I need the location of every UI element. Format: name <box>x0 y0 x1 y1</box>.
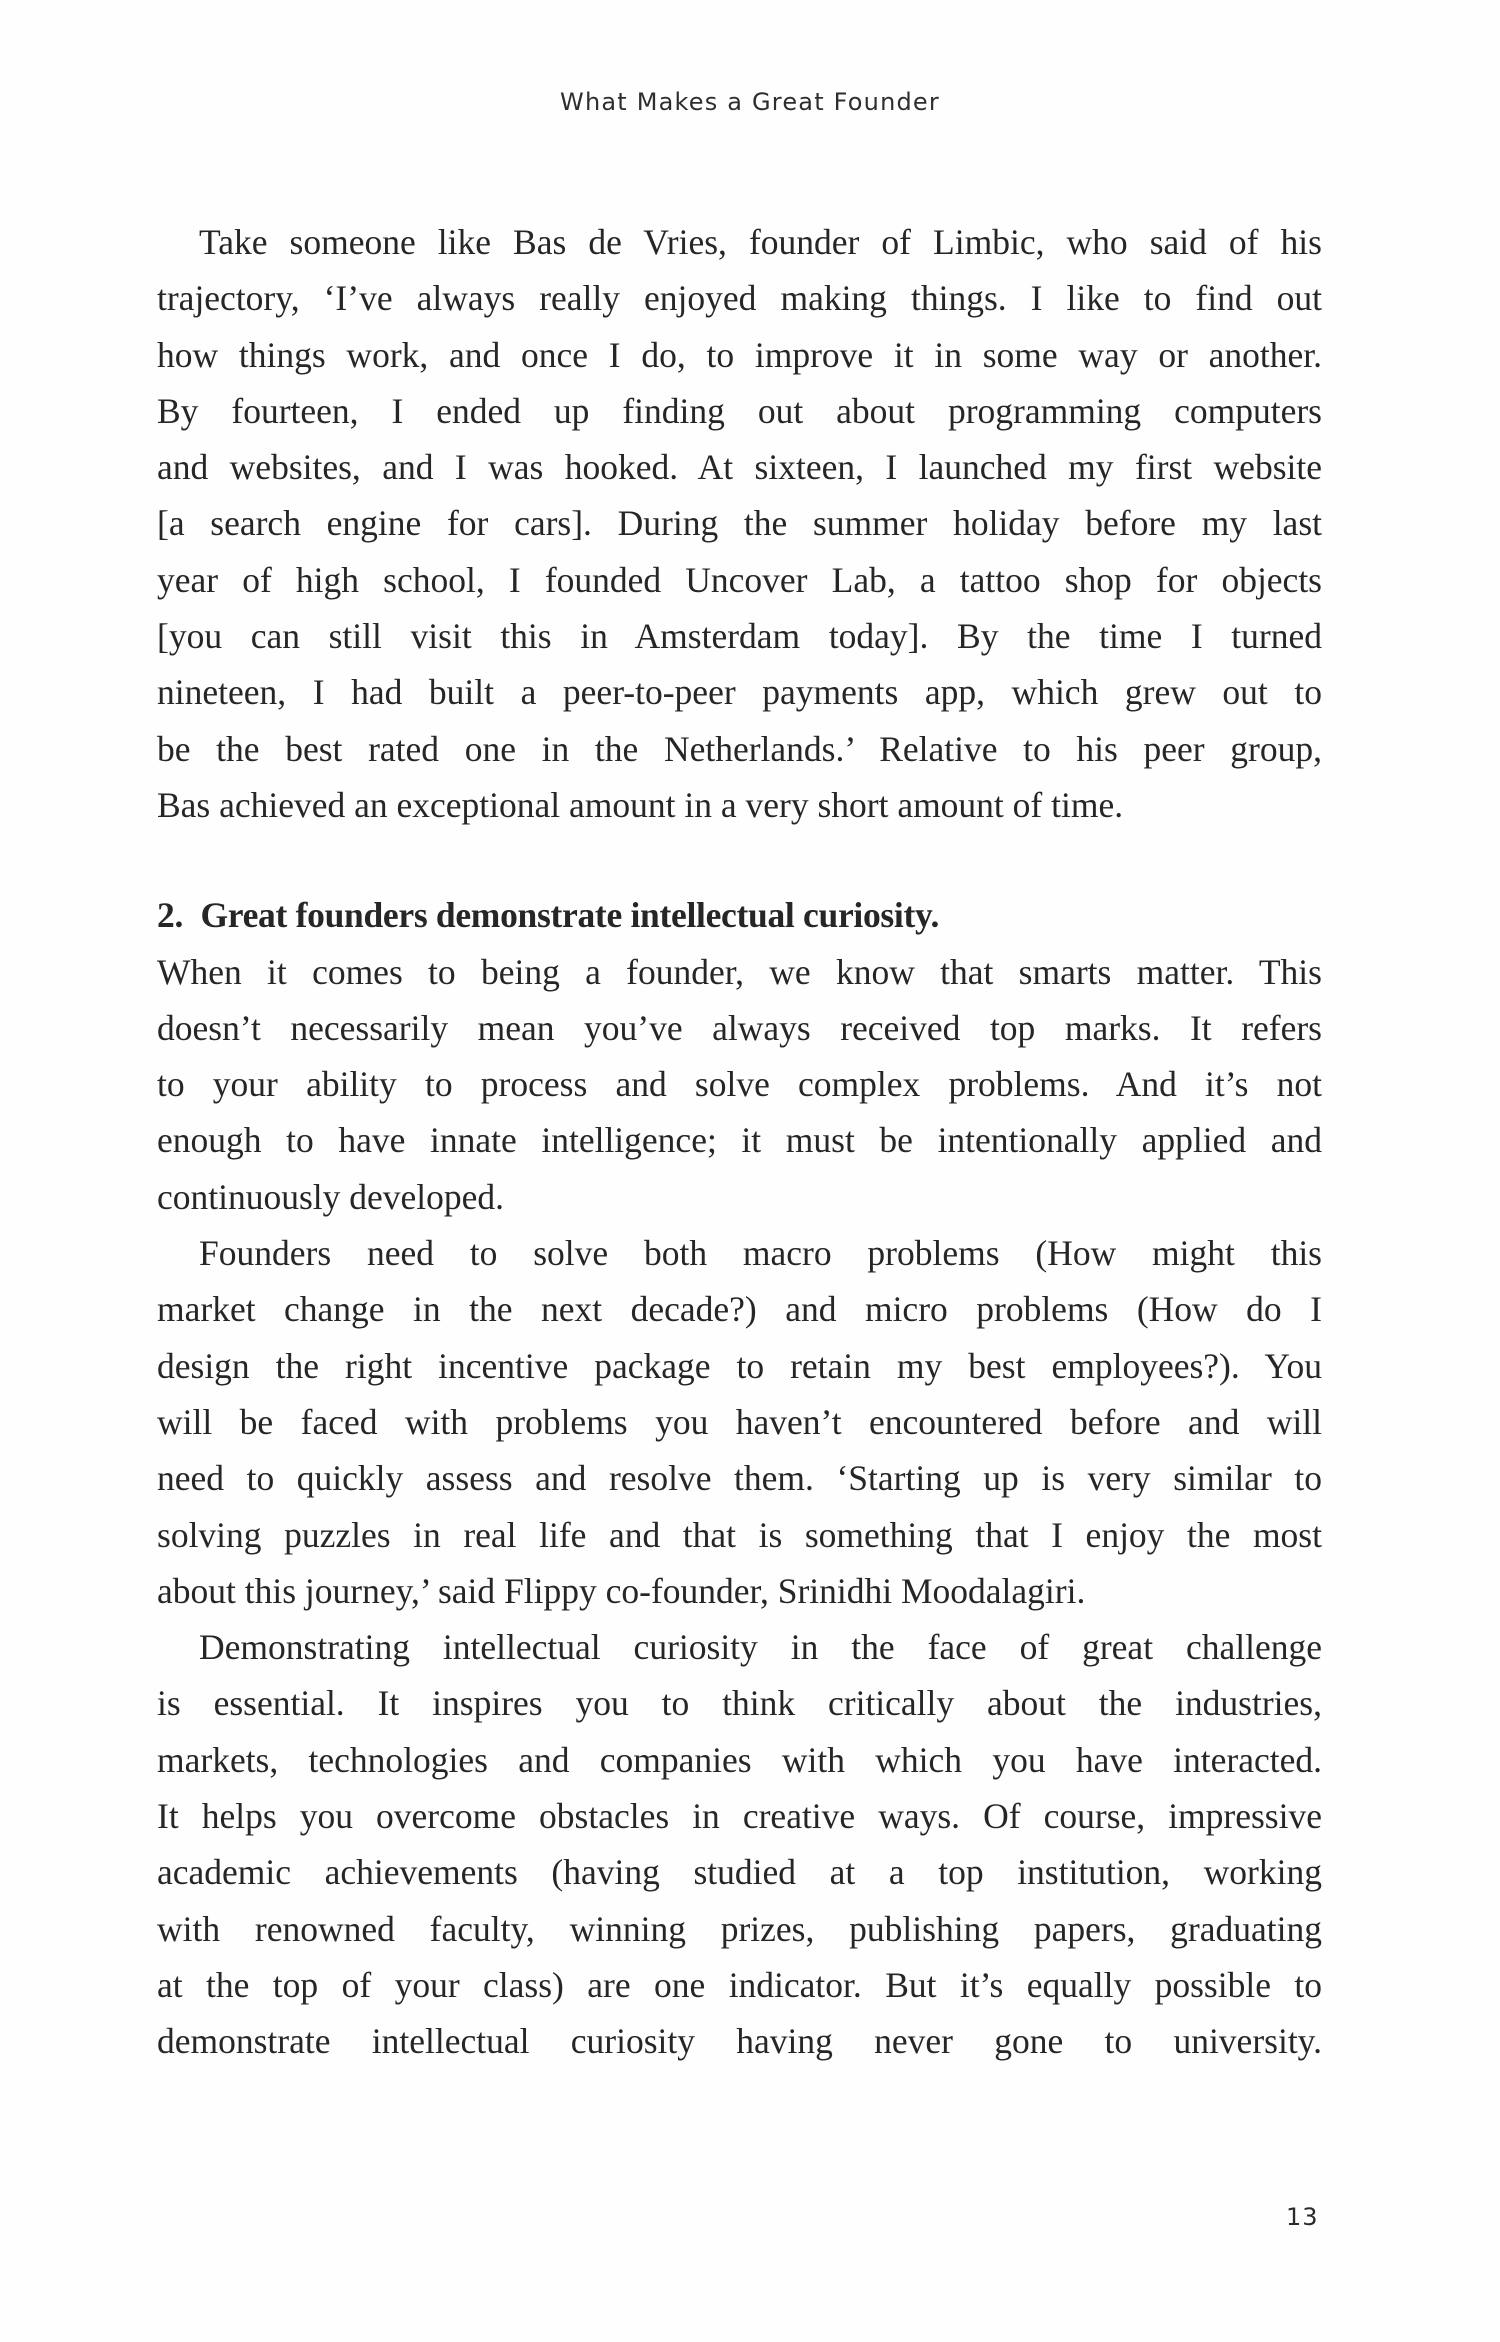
text-line: about this journey,’ said Flippy co-founder, Srinidhi Moodalagiri. <box>157 1570 1086 1611</box>
text-line: [a search engine for cars]. During the summer holiday before my last <box>157 503 1322 544</box>
text-line: how things work, and once I do, to improve it in some way or another. <box>157 334 1322 375</box>
paragraph-smarts-matter <box>157 944 1322 1225</box>
page-number: 13 <box>1286 2203 1319 2231</box>
text-line: market change in the next decade?) and micro problems (How do I <box>157 1289 1322 1330</box>
text-line: doesn’t necessarily mean you’ve always received top marks. It refers <box>157 1007 1322 1048</box>
section-heading: 2. Great founders demonstrate intellectual curiosity. <box>157 895 940 936</box>
paragraph-demonstrating-curiosity <box>157 1619 1322 2069</box>
running-head: What Makes a Great Founder <box>560 88 940 116</box>
text-line: Demonstrating intellectual curiosity in the face of great challenge <box>199 1627 1322 1668</box>
text-line: will be faced with problems you haven’t encountered before and will <box>157 1401 1322 1442</box>
text-line: with renowned faculty, winning prizes, publishing papers, graduating <box>157 1908 1322 1949</box>
text-line: Bas achieved an exceptional amount in a very short amount of time. <box>157 784 1124 825</box>
text-line: trajectory, ‘I’ve always really enjoyed making things. I like to find out <box>157 278 1322 319</box>
text-line: design the right incentive package to retain my best employees?). You <box>157 1345 1322 1386</box>
paragraph-bas-de-vries <box>157 214 1322 833</box>
text-line: be the best rated one in the Netherlands.’ Relative to his peer group, <box>157 728 1322 769</box>
text-line: is essential. It inspires you to think critically about the industries, <box>157 1683 1322 1724</box>
text-line: [you can still visit this in Amsterdam today]. By the time I turned <box>157 616 1322 657</box>
text-line: It helps you overcome obstacles in creative ways. Of course, impressive <box>157 1796 1322 1837</box>
text-line: year of high school, I founded Uncover Lab, a tattoo shop for objects <box>157 559 1322 600</box>
text-line: to your ability to process and solve complex problems. And it’s not <box>157 1064 1322 1105</box>
text-line: Founders need to solve both macro problems (How might this <box>199 1233 1322 1274</box>
body-text <box>157 214 1322 2070</box>
text-line: When it comes to being a founder, we know that smarts matter. This <box>157 951 1322 992</box>
text-line: need to quickly assess and resolve them. ‘Starting up is very similar to <box>157 1458 1322 1499</box>
paragraph-macro-micro-problems <box>157 1225 1322 1619</box>
text-line: at the top of your class) are one indicator. But it’s equally possible to <box>157 1964 1322 2005</box>
text-line: solving puzzles in real life and that is something that I enjoy the most <box>157 1514 1322 1555</box>
text-line: By fourteen, I ended up finding out about programming computers <box>157 390 1322 431</box>
text-line: markets, technologies and companies with which you have interacted. <box>157 1739 1322 1780</box>
text-line: Take someone like Bas de Vries, founder of Limbic, who said of his <box>199 222 1322 262</box>
text-line: and websites, and I was hooked. At sixteen, I launched my first website <box>157 447 1322 488</box>
text-line: nineteen, I had built a peer-to-peer payments app, which grew out to <box>157 672 1322 713</box>
text-line: enough to have innate intelligence; it must be intentionally applied and <box>157 1120 1322 1161</box>
text-line: demonstrate intellectual curiosity having never gone to university. <box>157 2021 1322 2062</box>
text-line: academic achievements (having studied at a top institution, working <box>157 1852 1322 1893</box>
text-line: continuously developed. <box>157 1176 505 1217</box>
